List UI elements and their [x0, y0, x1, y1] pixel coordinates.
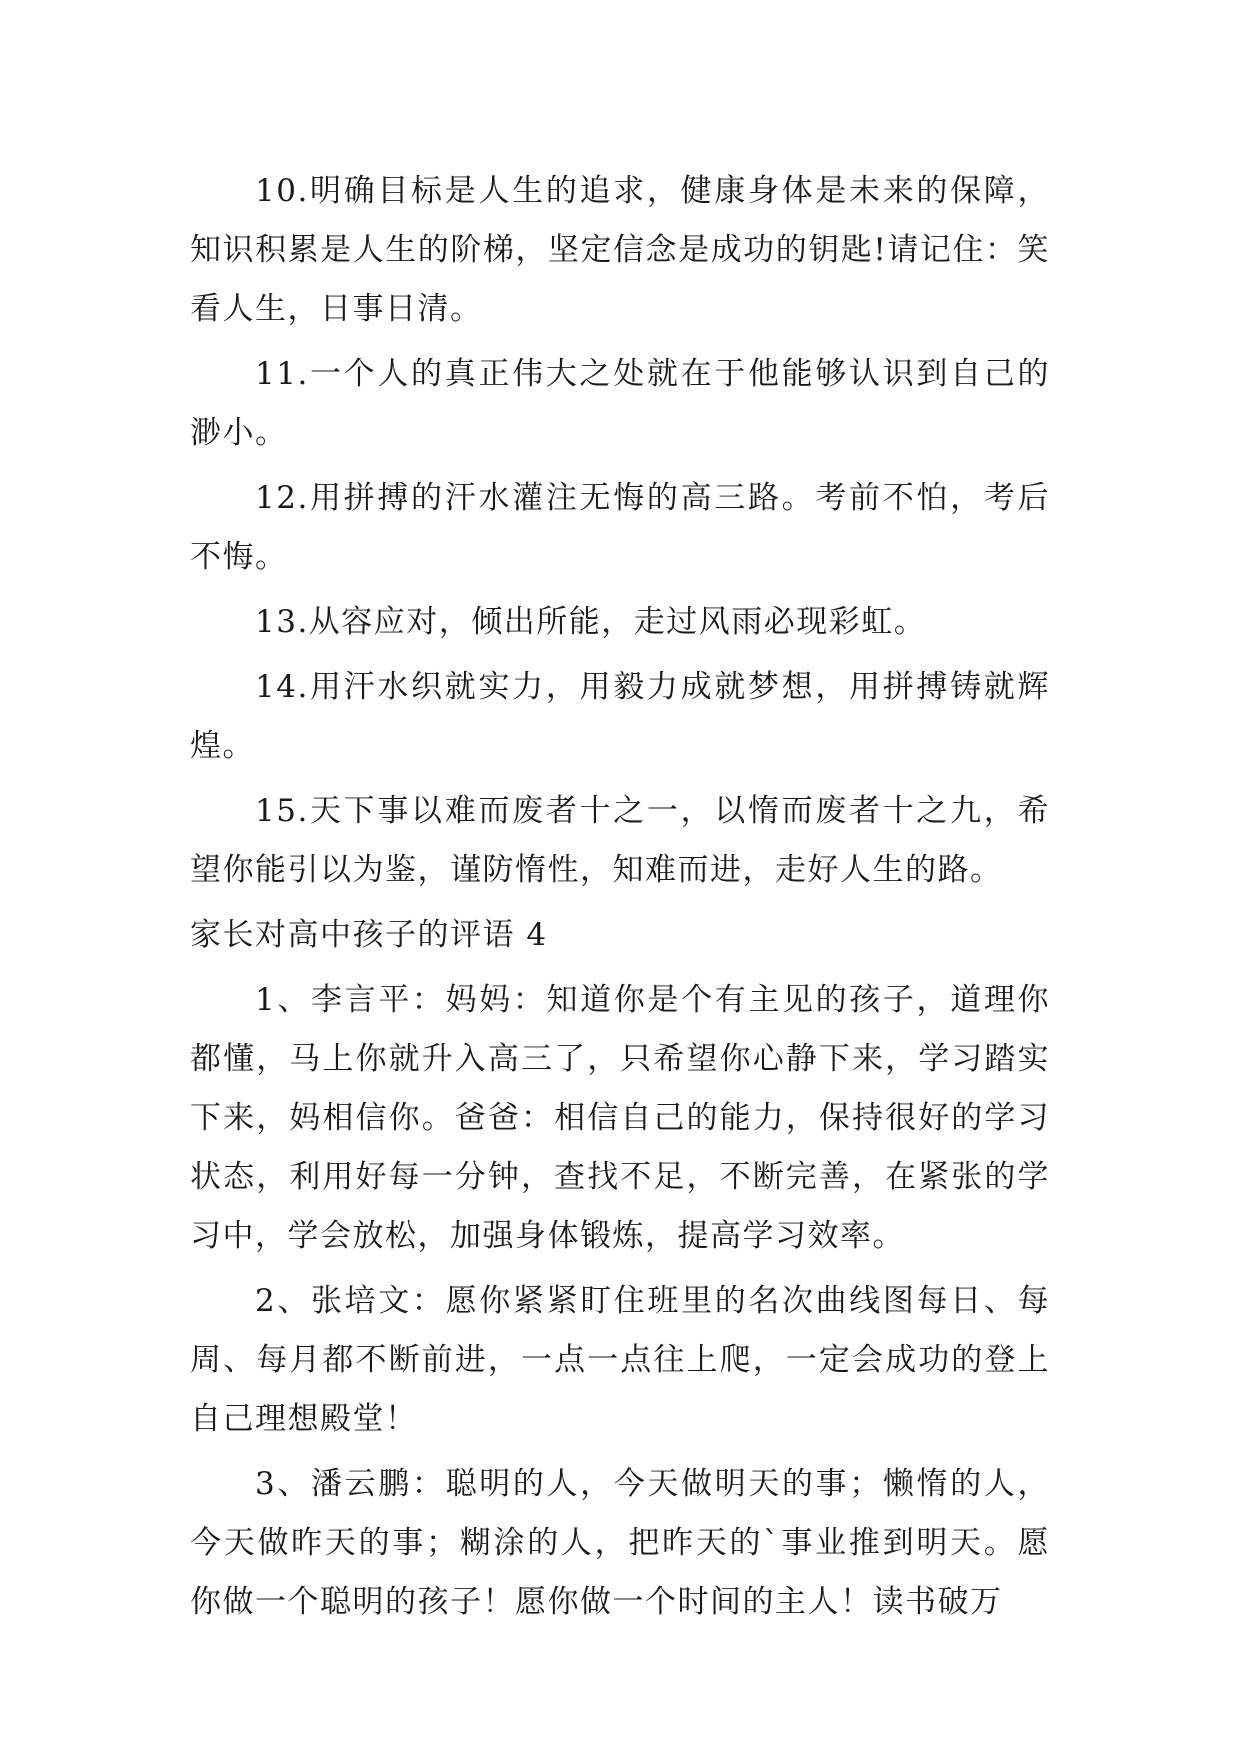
document-body [190, 162, 1050, 1638]
comment-item-1: 1、李言平：妈妈：知道你是个有主见的孩子，道理你都懂，马上你就升入高三了，只希望你心静下来，学习踏实下来，妈相信你。爸爸：相信自己的能力，保持很好的学习状态，利用好每一分钟，查找不足，不断完善，在紧张的学习中，学会放松，加强身体锻炼，提高学习效率。 [190, 982, 1050, 1254]
paragraph-item-15: 15.天下事以难而废者十之一，以惰而废者十之九，希望你能引以为鉴，谨防惰性，知难而进，走好人生的路。 [190, 793, 1050, 888]
paragraph-item-12: 12.用拼搏的汗水灌注无悔的高三路。考前不怕，考后不悔。 [190, 480, 1050, 575]
paragraph-item-10: 10.明确目标是人生的追求，健康身体是未来的保障，知识积累是人生的阶梯，坚定信念是成功的钥匙!请记住：笑看人生，日事日清。 [190, 173, 1050, 327]
paragraph-item-13: 13.从容应对，倾出所能，走过风雨必现彩虹。 [255, 604, 927, 640]
paragraph-item-14: 14.用汗水织就实力，用毅力成就梦想，用拼搏铸就辉煌。 [190, 669, 1050, 764]
comment-item-3: 3、潘云鹏：聪明的人，今天做明天的事；懒惰的人，今天做昨天的事；糊涂的人，把昨天的`事业推到明天。愿你做一个聪明的孩子！愿你做一个时间的主人！读书破万 [190, 1466, 1050, 1620]
paragraph-item-11: 11.一个人的真正伟大之处就在于他能够认识到自己的渺小。 [190, 356, 1050, 451]
section-heading: 家长对高中孩子的评语 4 [190, 917, 548, 953]
comment-item-2: 2、张培文：愿你紧紧盯住班里的名次曲线图每日、每周、每月都不断前进，一点一点往上爬，一定会成功的登上自己理想殿堂！ [190, 1283, 1050, 1437]
